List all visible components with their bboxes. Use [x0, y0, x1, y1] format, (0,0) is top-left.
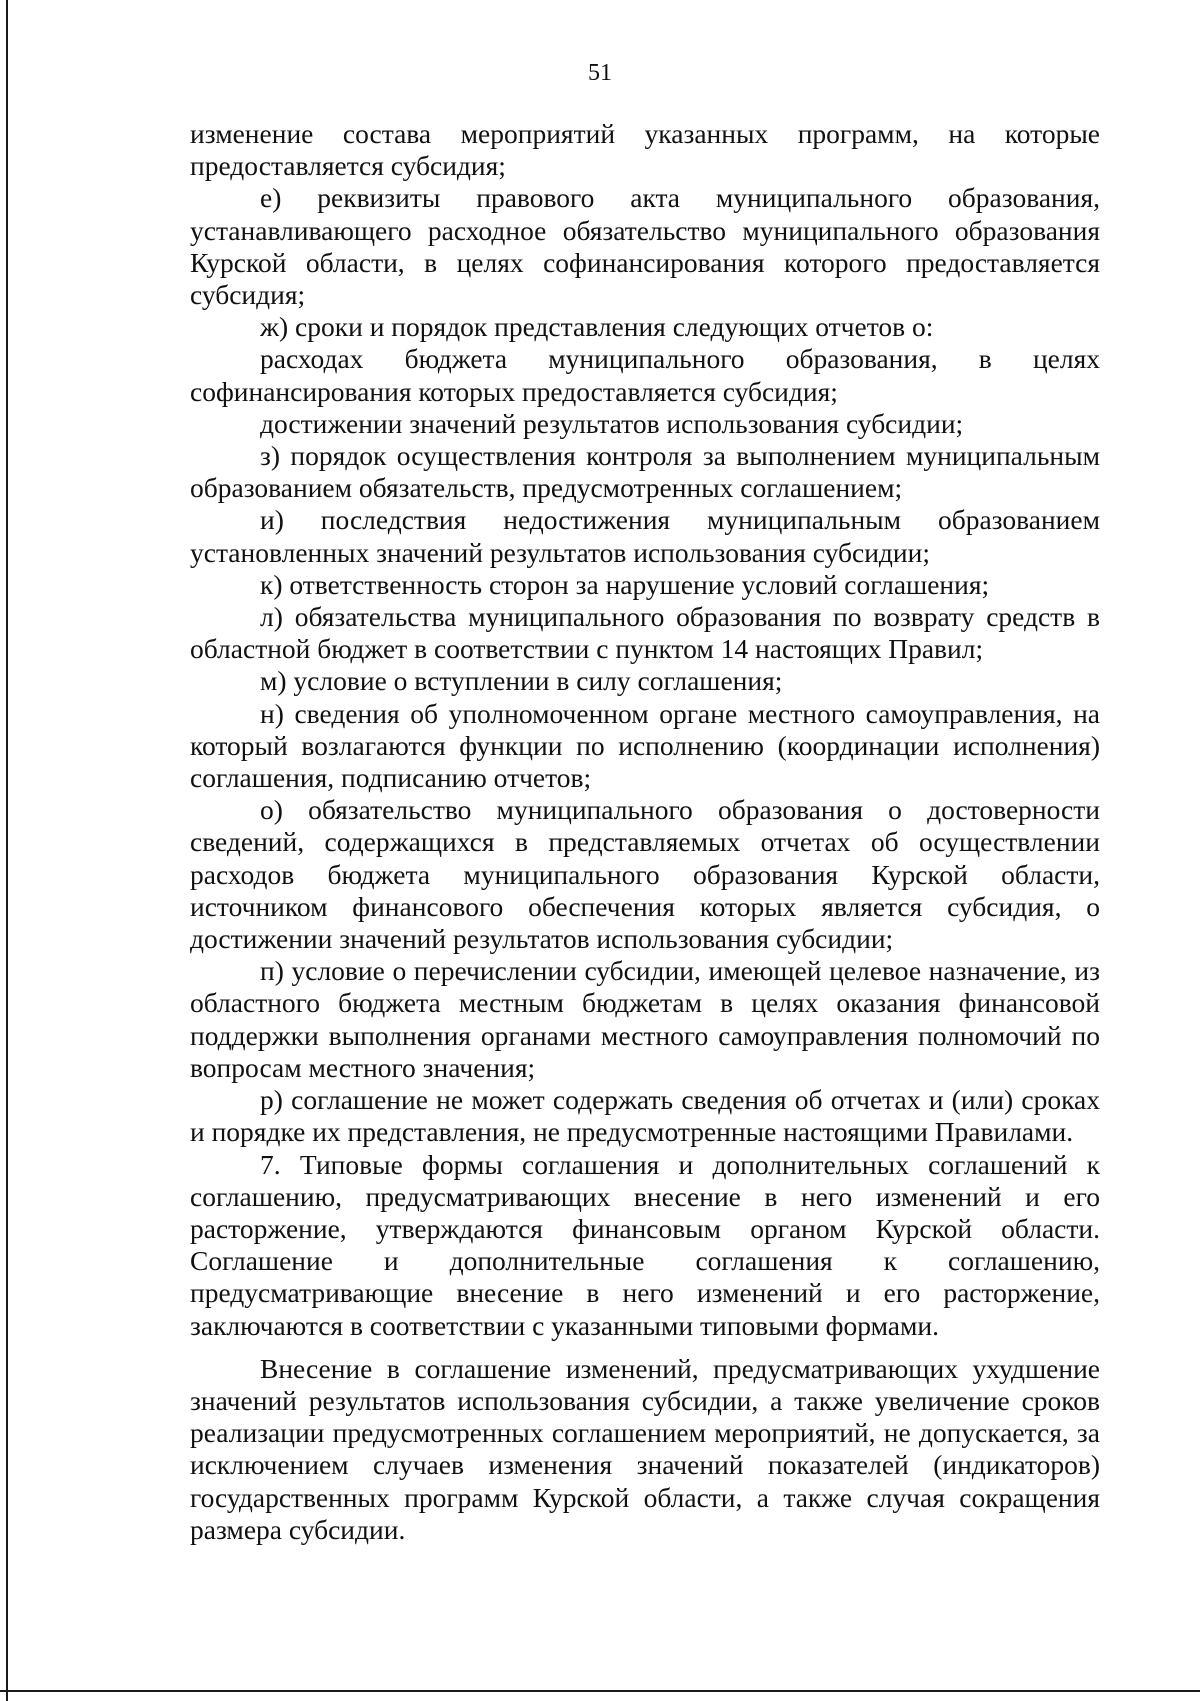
- paragraph-reports-results: достижении значений результатов использования субсидии;: [260, 407, 964, 439]
- paragraph-item-zh: ж) сроки и порядок представления следующих отчетов о:: [260, 311, 934, 343]
- paragraph-item-r: р) соглашение не может содержать сведения об отчетах и (или) сроках и порядке их представления, не предусмотренные настоящими Правилами.: [190, 1084, 1100, 1148]
- paragraph-reports-expenses: расходах бюджета муниципального образования, в целях софинансирования которых предоставляется субсидия;: [190, 343, 1100, 407]
- paragraph-item-o: о) обязательство муниципального образования о достоверности сведений, содержащихся в представляемых отчетах об осуществлении расходов бюджета муниципального образования Курской области, источником финансового обеспечения которых является субсидия, о достижении значений результатов использования субсидии;: [190, 794, 1100, 955]
- paragraph-item-z: з) порядок осуществления контроля за выполнением муниципальным образованием обязательств, предусмотренных соглашением;: [190, 440, 1100, 504]
- page-number: 51: [588, 60, 612, 86]
- document-body: [190, 118, 1100, 1546]
- paragraph-item-e: е) реквизиты правового акта муниципального образования, устанавливающего расходное обязательство муниципального образования Курской области, в целях софинансирования которого предоставляется субсидия;: [190, 182, 1100, 311]
- paragraph-continuation: изменение состава мероприятий указанных программ, на которые предоставляется субсидия;: [190, 118, 1100, 182]
- paragraph-item-i: и) последствия недостижения муниципальным образованием установленных значений результатов использования субсидии;: [190, 504, 1100, 568]
- paragraph-item-n: н) сведения об уполномоченном органе местного самоуправления, на который возлагаются функции по исполнению (координации исполнения) соглашения, подписанию отчетов;: [190, 697, 1100, 794]
- scan-edge-left: [6, 0, 8, 1701]
- paragraph-item-l: л) обязательства муниципального образования по возврату средств в областной бюджет в соответствии с пунктом 14 настоящих Правил;: [190, 601, 1100, 665]
- scan-edge-bottom: [0, 1690, 1200, 1692]
- paragraph-item-p: п) условие о перечислении субсидии, имеющей целевое назначение, из областного бюджета местным бюджетам в целях оказания финансовой поддержки выполнения органами местного самоуправления полномочий по вопросам местного значения;: [190, 955, 1100, 1083]
- paragraph-section-7: 7. Типовые формы соглашения и дополнительных соглашений к соглашению, предусматривающих внесение в него изменений и его расторжение, утверждаются финансовым органом Курской области. Соглашение и дополнительные соглашения к соглашению, предусматривающие внесение в него изменений и его расторжение, заключаются в соответствии с указанными типовыми формами.: [190, 1148, 1100, 1341]
- paragraph-item-m: м) условие о вступлении в силу соглашения;: [260, 665, 783, 697]
- paragraph-item-k: к) ответственность сторон за нарушение условий соглашения;: [260, 568, 990, 600]
- paragraph-amendments: Внесение в соглашение изменений, предусматривающих ухудшение значений результатов использования субсидии, а также увеличение сроков реализации предусмотренных соглашением мероприятий, не допускается, за исключением случаев изменения значений показателей (индикаторов) государственных программ Курской области, а также случая сокращения размера субсидии.: [190, 1352, 1100, 1545]
